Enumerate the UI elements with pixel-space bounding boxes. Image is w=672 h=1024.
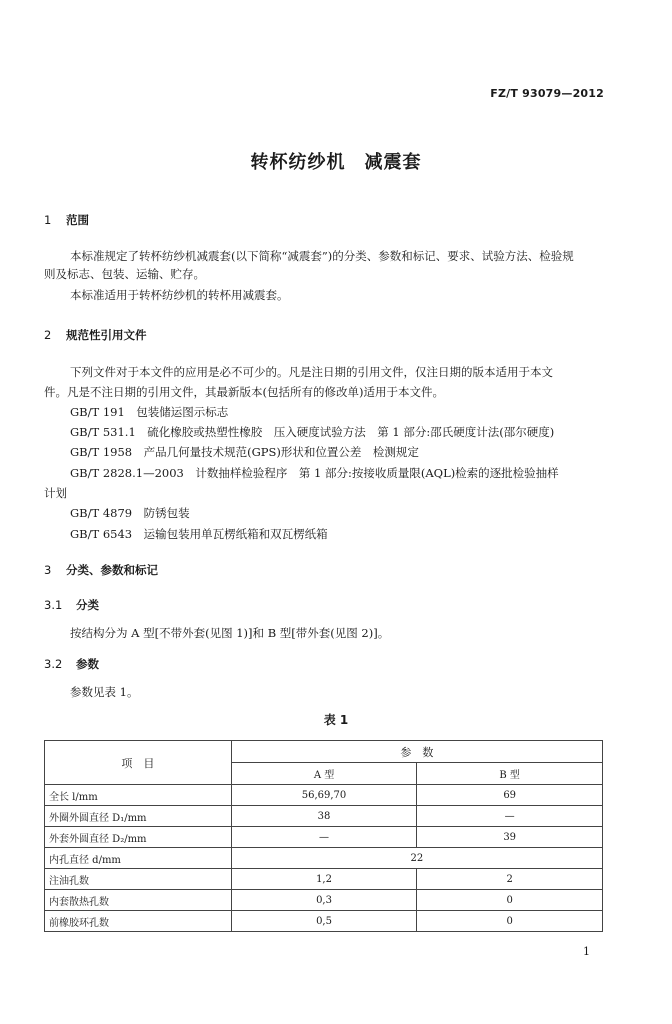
section-number: 3 (44, 563, 52, 577)
table-row (45, 827, 603, 848)
section-title: 分类、参数和标记 (66, 563, 158, 577)
row-label: 内套散热孔数 (45, 890, 232, 911)
header-params: 参 数 (231, 741, 602, 763)
row-label: 外套外圆直径 D₂/mm (45, 827, 232, 848)
row-label: 外圈外圆直径 D₁/mm (45, 806, 232, 827)
paragraph: 下列文件对于本文件的应用是必不可少的。凡是注日期的引用文件，仅注日期的版本适用于本文 (70, 365, 553, 379)
section-number: 3.2 (44, 657, 63, 671)
reference-item: GB/T 6543 运输包装用单瓦楞纸箱和双瓦楞纸箱 (70, 527, 328, 541)
table-row (45, 785, 603, 806)
cell-type-b: 69 (417, 785, 603, 806)
parameters-table (44, 740, 603, 932)
cell-type-a: — (231, 827, 417, 848)
paragraph: 参数见表 1。 (70, 685, 139, 699)
table-row (45, 869, 603, 890)
header-type-b: B 型 (417, 763, 603, 785)
table-row (45, 890, 603, 911)
document-title: 转杯纺纱机 减震套 (250, 152, 422, 173)
reference-item: GB/T 191 包装储运图示标志 (70, 405, 229, 419)
row-label: 注油孔数 (45, 869, 232, 890)
cell-type-a: 0,5 (231, 911, 417, 932)
header-item: 项 目 (45, 741, 232, 785)
paragraph: 按结构分为 A 型[不带外套(见图 1)]和 B 型[带外套(见图 2)]。 (70, 626, 390, 640)
cell-type-b: 2 (417, 869, 603, 890)
table-caption: 表 1 (323, 713, 349, 727)
reference-item: GB/T 531.1 硫化橡胶或热塑性橡胶 压入硬度试验方法 第 1 部分:邵氏硬度计法(邵尔硬度) (70, 425, 555, 439)
table-row (45, 911, 603, 932)
page-number: 1 (583, 945, 590, 958)
cell-type-a: 0,3 (231, 890, 417, 911)
reference-item: GB/T 1958 产品几何量技术规范(GPS)形状和位置公差 检测规定 (70, 445, 419, 459)
section-3-1-heading (44, 597, 99, 613)
row-label: 全长 l/mm (45, 785, 232, 806)
reference-item-continuation: 计划 (44, 486, 67, 500)
section-number: 2 (44, 328, 52, 342)
section-number: 1 (44, 213, 52, 227)
section-3-2-heading (44, 656, 99, 672)
section-title: 范围 (66, 213, 89, 227)
reference-item: GB/T 2828.1—2003 计数抽样检验程序 第 1 部分:按接收质量限(AQL)检索的逐批检验抽样 (70, 466, 559, 480)
section-number: 3.1 (44, 598, 63, 612)
section-3-heading (44, 562, 158, 578)
cell-type-b: 0 (417, 890, 603, 911)
cell-type-b: 39 (417, 827, 603, 848)
table-row (45, 806, 603, 827)
paragraph: 件。凡是不注日期的引用文件，其最新版本(包括所有的修改单)适用于本文件。 (44, 385, 444, 399)
row-label: 前橡胶环孔数 (45, 911, 232, 932)
table-row (45, 848, 603, 869)
reference-item: GB/T 4879 防锈包装 (70, 506, 190, 520)
section-title: 参数 (76, 657, 99, 671)
row-label: 内孔直径 d/mm (45, 848, 232, 869)
cell-type-b: 0 (417, 911, 603, 932)
cell-type-a: 38 (231, 806, 417, 827)
paragraph: 本标准适用于转杯纺纱机的转杯用减震套。 (70, 288, 289, 302)
cell-type-a: 56,69,70 (231, 785, 417, 806)
section-2-heading (44, 327, 147, 343)
standard-code: FZ/T 93079—2012 (490, 87, 604, 100)
paragraph: 则及标志、包装、运输、贮存。 (44, 267, 205, 281)
header-type-a: A 型 (231, 763, 417, 785)
cell-merged: 22 (231, 848, 602, 869)
table-header-row (45, 741, 603, 763)
section-title: 规范性引用文件 (66, 328, 147, 342)
paragraph: 本标准规定了转杯纺纱机减震套(以下简称“减震套”)的分类、参数和标记、要求、试验方法、检验规 (70, 249, 574, 263)
cell-type-a: 1,2 (231, 869, 417, 890)
section-1-heading (44, 212, 89, 228)
cell-type-b: — (417, 806, 603, 827)
section-title: 分类 (76, 598, 99, 612)
